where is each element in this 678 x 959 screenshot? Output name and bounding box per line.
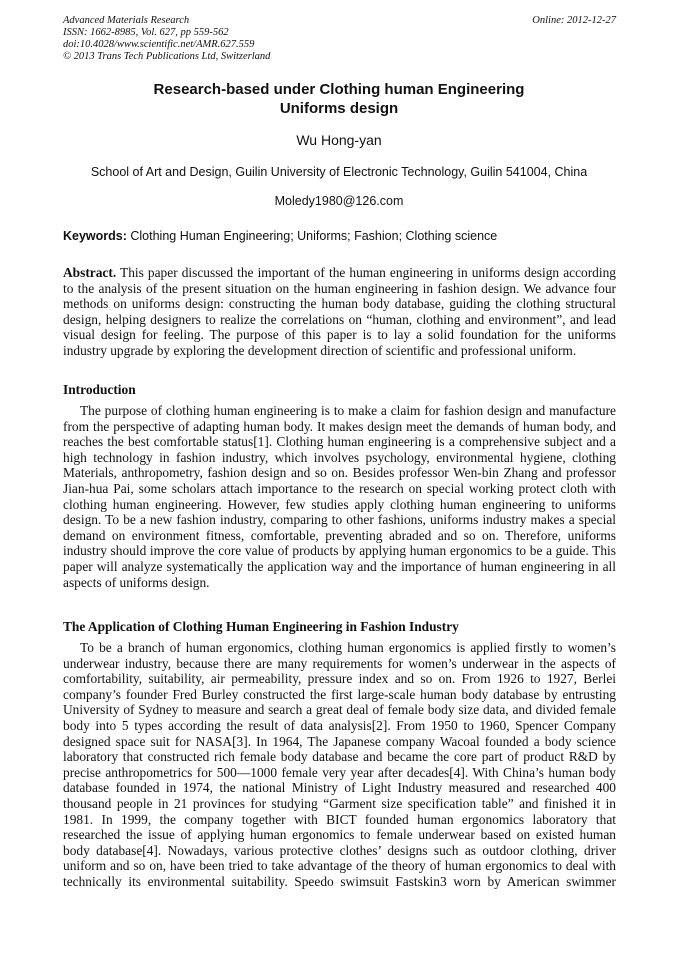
- body-line: thousand people in 21 provinces for studying “Garment size specification table” and finished it in: [63, 795, 616, 811]
- body-line: database founded in 1974, the national Ministry of Light Industry measured and researched 400: [63, 780, 616, 796]
- copyright-line: © 2013 Trans Tech Publications Ltd, Switzerland: [63, 51, 271, 62]
- body-line: 1981. In 1999, the company together with BICT founded human ergonomics laboratory that: [63, 811, 616, 827]
- body-line: design. To be a new fashion industry, comparing to other fashions, uniforms industry makes a special: [63, 512, 616, 528]
- issn-line: ISSN: 1662-8985, Vol. 627, pp 559-562: [63, 27, 229, 38]
- abstract-line: methods on uniforms design: constructing the human body database, guiding the clothing structural: [63, 296, 616, 312]
- body-line: laboratory that constructed rich female body database and became the core part of product R&D by: [63, 749, 616, 765]
- body-line: researched the issue of applying human ergonomics to female underwear based on existed human: [63, 827, 616, 843]
- body-line: clothing human engineering. However, few studies apply clothing human engineering to uniforms: [63, 496, 616, 512]
- body-line: aspects of uniforms design.: [63, 574, 210, 590]
- abstract: [63, 265, 616, 359]
- journal-header: [63, 15, 270, 63]
- keywords-text: Clothing Human Engineering; Uniforms; Fashion; Clothing science: [126, 229, 498, 243]
- introduction-body: [63, 403, 616, 590]
- body-line: comfortability, suitability, air permeability, pressure index and so on. From 1926 to 1927, Berlei: [63, 671, 616, 687]
- body-line: University of Sydney to measure and search a great deal of female body size data, and divided female: [63, 702, 616, 718]
- author-affiliation: School of Art and Design, Guilin University of Electronic Technology, Guilin 541004, China: [90, 165, 588, 179]
- journal-name: Advanced Materials Research: [63, 15, 190, 26]
- body-line: Materials, anthropometry, fashion design and so on. Besides professor Wen-bin Zhang and professor: [63, 465, 616, 481]
- body-line: The purpose of clothing human engineering is to make a claim for fashion design and manufacture: [80, 403, 616, 418]
- body-line: underwear industry, because there are many requirements for women’s underwear in the aspects of: [63, 655, 616, 671]
- body-line: demand on environment fitness, comfortable, preventing abraded and so on. Therefore, uniforms: [63, 527, 616, 543]
- paper-title-line-1: Research-based under Clothing human Engineering: [153, 81, 525, 98]
- abstract-line: design, helping designers to realize the correlations on “human, clothing and environment”, and lead: [63, 311, 616, 327]
- online-date: Online: 2012-12-27: [532, 15, 616, 26]
- body-line: designed space suit for NASA[3]. In 1964, The Japanese company Wacoal founded a body science: [63, 733, 616, 749]
- body-line: company’s founder Fred Burley constructed the first large-scale human body database by entrusting: [63, 686, 616, 702]
- body-line: technically its environmental suitability. Speedo swimsuit Fastskin3 worn by American swimmer: [63, 873, 616, 889]
- body-line: precise anthropometrics for 500—1000 female very year after decades[4]. With China’s human body: [63, 764, 616, 780]
- body-line: uniform and so on, have been tried to take advantage of the theory of human ergonomics to deal with: [63, 858, 616, 874]
- application-body: [63, 640, 616, 890]
- author-name: Wu Hong-yan: [296, 132, 382, 148]
- body-line: body database[4]. Nowadays, various protective clothes’ designs such as outdoor clothing, driver: [63, 842, 616, 858]
- application-heading: The Application of Clothing Human Engineering in Fashion Industry: [63, 619, 459, 634]
- body-line: paper will analyze systematically the application way and the importance of human engineering in all: [63, 558, 616, 574]
- introduction-heading: Introduction: [63, 382, 136, 397]
- body-line: industry should improve the core value of products by applying human ergonomics to be a guide. This: [63, 543, 616, 559]
- body-line: high technology in fashion industry, which involves psychology, environmental hygiene, clothing: [63, 449, 616, 465]
- abstract-label: Abstract.: [63, 265, 117, 280]
- abstract-line: Abstract. This paper discussed the important of the human engineering in uniforms design according: [63, 265, 616, 280]
- body-line: from the perspective of adapting human body. It makes design meet the demands of human body, and: [63, 418, 616, 434]
- body-line: reaches the best comfortable status[1]. Clothing human engineering is a comprehensive subject and a: [63, 434, 616, 450]
- keywords-label: Keywords:: [63, 229, 127, 243]
- author-email: Moledy1980@126.com: [274, 194, 404, 208]
- paper-title-line-2: Uniforms design: [279, 100, 399, 117]
- abstract-line: to the analysis of the present situation on the human engineering in fashion design. We advance four: [63, 280, 616, 296]
- keywords: [63, 228, 618, 244]
- abstract-line: industry upgrade by exploring the development direction of scientific and professional uniform.: [63, 342, 577, 358]
- body-line: body into 5 types according the result of data analysis[2]. From 1950 to 1960, Spencer Company: [63, 717, 616, 733]
- body-line: To be a branch of human ergonomics, clothing human ergonomics is applied firstly to women’s: [80, 640, 616, 655]
- doi-line: doi:10.4028/www.scientific.net/AMR.627.559: [63, 39, 255, 50]
- abstract-line: visual design for feeling. The purpose of this paper is to lay a solid foundation for the uniforms: [63, 327, 616, 343]
- body-line: Jian-hua Pai, some scholars attach importance to the research on special working protect cloth with: [63, 480, 616, 496]
